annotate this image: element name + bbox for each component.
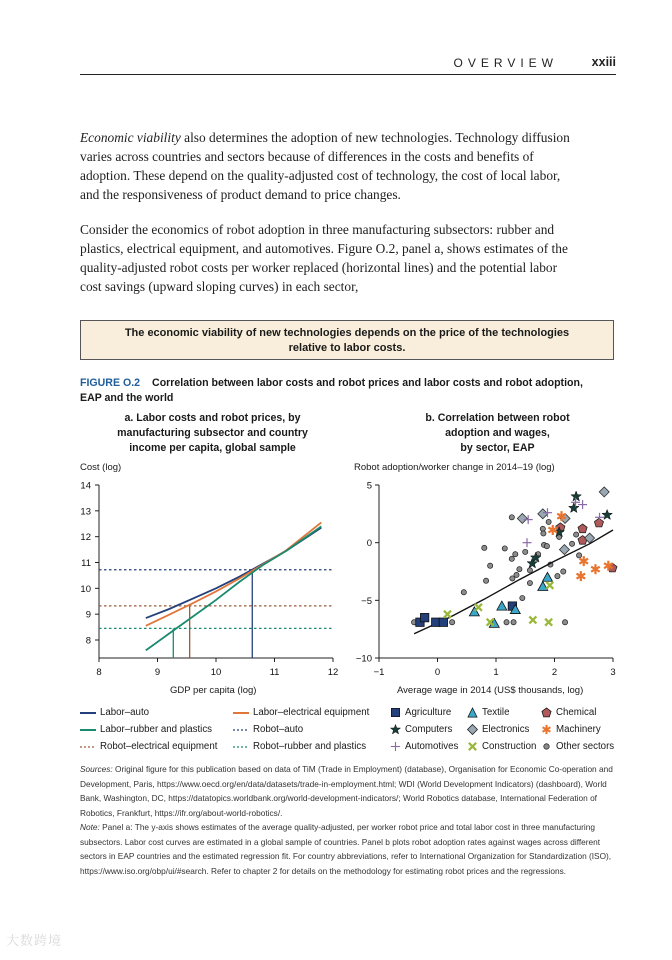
x-tick-label: 0 [434,667,441,678]
y-tick-label: −5 [361,595,372,607]
panel-a-ylabel: Cost (log) [80,462,122,473]
legend-label: Automotives [405,741,459,752]
x-marker [444,611,451,618]
panel-a-title-line: manufacturing subsector and country [117,427,308,439]
legend-label: Computers [405,724,453,735]
solid-line-icon [80,711,96,715]
circle-marker [527,568,532,573]
sources-text: Original figure for this publication based on data of TiM (Trade in Employment) (database), Organisation for Economic Co-operation and Development, Paris, https://www.oecd.org/en/data/datasets/trade-in-employment.html; WDI (World Development Indicators) (dashboard), World Bank, Washington, DC, https://datatopics.worldbank.org/world-development-indicators/; World Robotics database, International Federation of Robotics, Frankfurt, https://ifr.org/about-world-robotics/. [80,764,613,818]
x-tick-label: 10 [210,667,222,678]
legend-label: Agriculture [405,707,452,718]
legend-robot-auto [233,721,303,738]
legend-label: Electronics [482,724,530,735]
pentagon-marker [578,524,587,533]
figure-notes [80,762,620,878]
circle-marker [488,563,493,568]
circle-marker [576,553,581,558]
star-marker-icon [390,724,401,735]
y-tick-label: −10 [355,653,372,665]
legend-label: Other sectors [556,741,615,752]
panel-b-chart [356,481,617,679]
circle-marker [541,531,546,536]
y-tick-label: 0 [366,538,372,550]
circle-marker [520,595,525,600]
watermark: 大数跨境 [6,933,63,948]
square-marker [432,618,440,626]
star-marker [569,503,579,513]
panel-a-chart [80,481,338,679]
circle-marker [504,620,509,625]
plus-marker [523,538,532,547]
circle-marker [513,552,518,557]
plus-marker [578,500,587,509]
legend-electronics [467,721,529,738]
legend-textile [467,704,509,721]
circle-marker [555,574,560,579]
circle-marker [461,590,466,595]
asterisk-marker [577,571,586,581]
circle-marker [509,515,514,520]
circle-marker [561,569,566,574]
panel-b-title-line: b. Correlation between robot [425,412,570,424]
y-tick-label: 8 [85,635,91,647]
square-marker [420,613,428,621]
plus-marker-icon [390,741,401,752]
legend-other [541,738,614,755]
y-tick-label: 13 [80,506,91,518]
square-marker [439,618,447,626]
legend-label: Chemical [556,707,597,718]
diamond-marker [517,513,527,523]
x-marker [529,616,536,623]
legend-label: Robot–electrical equipment [100,741,218,752]
x-tick-label: 9 [154,667,161,678]
panel-b-ylabel: Robot adoption/worker change in 2014–19 (log) [354,462,555,473]
legend-chemical [541,704,596,721]
dotted-line-icon [233,745,249,749]
diamond-marker-icon [467,724,478,735]
star-marker [602,510,613,520]
dotted-line-icon [80,745,96,749]
circle-marker [544,544,549,549]
note-label: Note: [80,822,100,832]
circle-marker [450,620,455,625]
circle-marker [517,567,522,572]
legend-construction [467,738,536,755]
asterisk-marker-icon [541,724,552,735]
figure-caption: Correlation between labor costs and robot prices and labor costs and robot adoption, EAP and the world [80,377,583,404]
sources-note [80,762,620,820]
panel-b-xlabel: Average wage in 2014 (US$ thousands, log) [397,685,584,696]
note-text: Panel a: The y-axis shows estimates of the average quality-adjusted, per worker robot price and total labor cost in three manufacturing subsectors. Labor cost curves are estimated in a global sample of countries. Panel b plots robot adoption rates against wages across different sectors in EAP countries and the estimated regression fit. For country abbreviations, refer to International Organization for Standardization (ISO), https://www.iso.org/obp/ui/#search. Refer to chapter 2 for details on the methodology for estimating robot prices and the regressions. [80,822,612,876]
legend-agriculture [390,704,451,721]
legend-labor-rubber [80,721,212,738]
circle-marker [527,580,532,585]
triangle-marker [497,601,507,610]
pentagon-marker-icon [541,707,552,718]
legend-robot-rubber [233,738,366,755]
x-tick-label: 8 [96,667,102,678]
legend-computers [390,721,452,738]
square-marker-icon [390,707,401,718]
labor-cost-curve [146,528,321,618]
legend-labor-auto [80,704,149,721]
legend-label: Construction [482,741,537,752]
callout-line-1: The economic viability of new technologies depends on the price of the technologies [124,327,570,339]
x-tick-label: 1 [493,667,499,678]
triangle-marker [542,572,552,581]
paragraph-2: Consider the economics of robot adoption in three manufacturing subsectors: rubber and plastics, electrical equipment, and automotives. Figure O.2, panel a, shows estimates of the quality-adjusted robot costs per worker replaced (horizontal lines) and the potential labor cost savings (upward sloping curves) in each sector, [80,222,568,294]
circle-marker-icon [541,741,552,752]
x-tick-label: 3 [610,667,616,678]
circle-marker [482,545,487,550]
paragraph-1-text: also determines the adoption of new technologies. Technology diffusion varies across countries and sectors because of differences in the costs and benefits of adoption. These depend on the quality-adjusted cost of technology, the cost of local labor, and the responsiveness of product demand to price changes. [80,130,570,202]
circle-marker [509,556,514,561]
legend-label: Labor–electrical equipment [253,707,370,718]
x-marker [546,582,553,589]
note [80,820,620,878]
y-tick-label: 14 [80,480,91,492]
x-tick-label: 11 [269,667,280,678]
legend-robot-elec [80,738,217,755]
labor-cost-curve [146,522,321,625]
legend-machinery [541,721,601,738]
circle-marker [514,572,519,577]
y-tick-label: 10 [80,583,91,595]
callout-line-2: relative to labor costs. [288,342,406,354]
legend-label: Labor–rubber and plastics [100,724,213,735]
panel-a-xlabel: GDP per capita (log) [170,685,257,696]
asterisk-marker [591,564,600,574]
legend-label: Robot–auto [253,724,304,735]
x-tick-label: −1 [373,667,385,678]
circle-marker [523,549,528,554]
circle-marker [483,578,488,583]
circle-marker [546,519,551,524]
sources-label: Sources: [80,764,113,774]
circle-marker [562,620,567,625]
x-tick-label: 2 [551,667,558,678]
page-number: xxiii [591,55,616,69]
x-marker [545,619,552,626]
x-marker-icon [467,741,478,752]
legend-label: Labor–auto [100,707,150,718]
diamond-marker [559,545,569,555]
panel-a-title-line: income per capita, global sample [129,442,296,454]
circle-marker [574,532,579,537]
legend-automotives [390,738,458,755]
triangle-marker-icon [467,707,478,718]
diamond-marker [599,487,609,497]
legend-label: Robot–rubber and plastics [253,741,367,752]
diamond-marker [538,509,548,519]
circle-marker [502,546,507,551]
y-tick-label: 11 [81,558,91,569]
panel-a-title-line: a. Labor costs and robot prices, by [124,412,301,424]
figure-number: FIGURE O.2 [80,377,141,389]
x-marker [475,604,482,611]
circle-marker [569,541,574,546]
circle-marker [511,620,516,625]
italic-term: Economic viability [80,130,181,145]
panel-b-title-line: adoption and wages, [445,427,550,439]
solid-line-icon [80,728,96,732]
legend-label: Machinery [556,724,601,735]
solid-line-icon [233,711,249,715]
legend-labor-elec [233,704,369,721]
dotted-line-icon [233,728,249,732]
x-tick-label: 12 [327,667,339,678]
section-title: OVERVIEW [453,56,558,70]
legend-label: Textile [482,707,510,718]
y-tick-label: 12 [80,532,91,544]
labor-cost-curve [146,526,321,650]
y-tick-label: 9 [85,609,91,621]
panel-b-title-line: by sector, EAP [460,442,535,454]
y-tick-label: 5 [366,480,372,492]
